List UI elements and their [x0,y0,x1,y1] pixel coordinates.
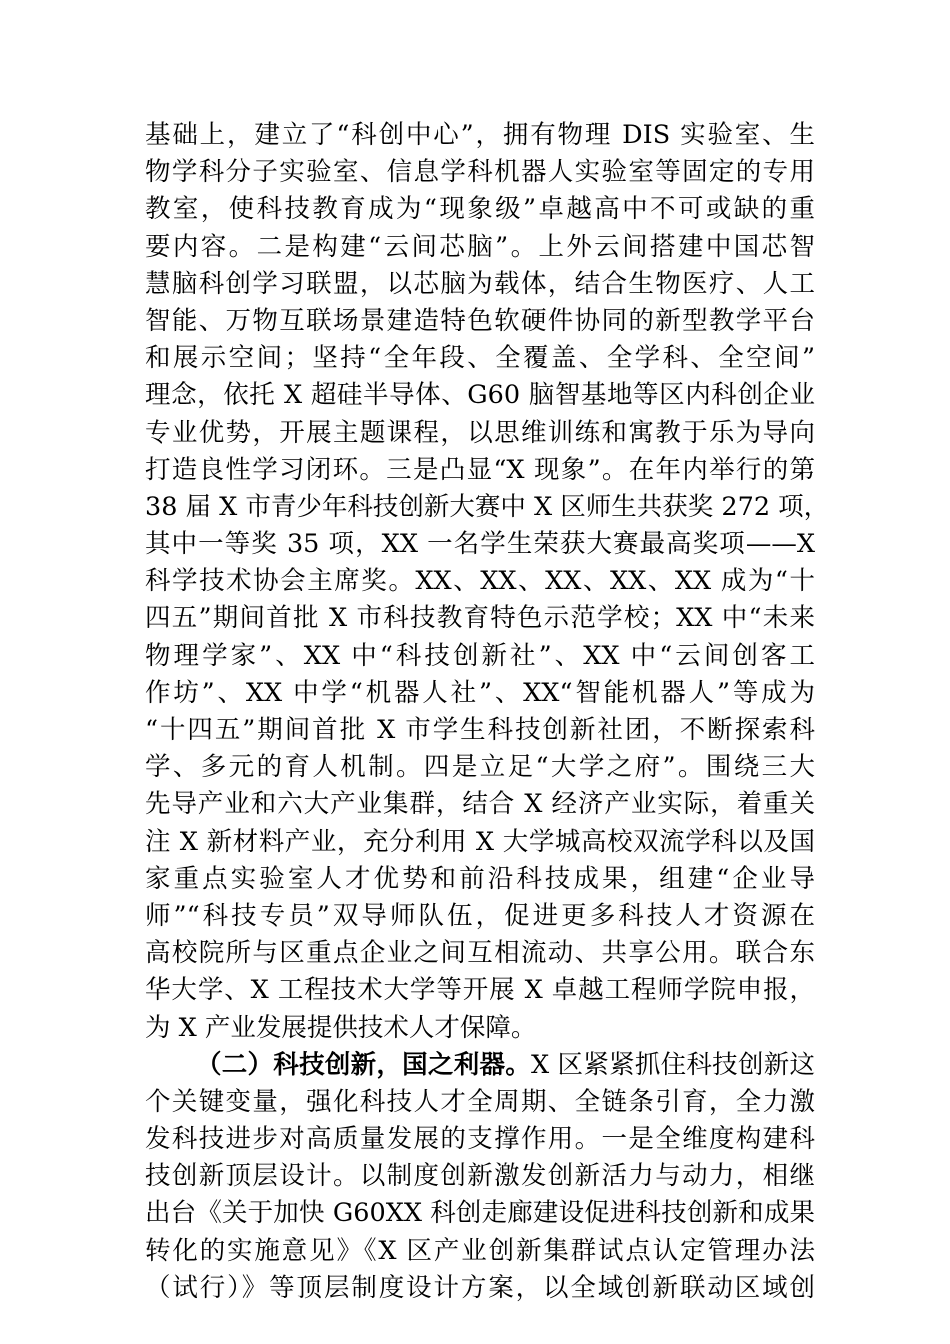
text-line: 个关键变量，强化科技人才全周期、全链条引育，全力激 [145,1086,815,1117]
text-line: 和展示空间；坚持“全年段、全覆盖、全学科、全空间” [145,343,815,374]
text-line: 发科技进步对高质量发展的支撑作用。一是全维度构建科 [145,1124,815,1155]
text-line: “十四五”期间首批 X 市学生科技创新社团，不断探索科 [145,715,815,745]
text-line: 师”“科技专员”双导师队伍，促进更多科技人才资源在 [145,900,815,931]
text-line: 高校院所与区重点企业之间互相流动、共享公用。联合东 [145,938,815,969]
text-line: 注 X 新材料产业，充分利用 X 大学城高校双流学科以及国 [145,826,815,857]
text-line: （试行）》等顶层制度设计方案，以全域创新联动区域创 [145,1272,815,1303]
text-line: 学、多元的育人机制。四是立足“大学之府”。围绕三大 [145,752,815,783]
text-line: 出台《关于加快 G60XX 科创走廊建设促进科技创新和成果 [145,1198,815,1229]
text-line: 四五”期间首批 X 市科技教育特色示范学校；XX 中“未来 [145,603,815,634]
text-line: 智能、万物互联场景建造特色软硬件协同的新型教学平台 [145,305,815,336]
text-line: 家重点实验室人才优势和前沿科技成果，组建“企业导 [145,863,815,894]
text-line: 华大学、X 工程技术大学等开展 X 卓越工程师学院申报， [145,975,815,1006]
paragraph-2 [145,1047,815,1307]
text-line: 其中一等奖 35 项，XX 一名学生荣获大赛最高奖项——X [145,529,815,560]
text-line: 先导产业和六大产业集群，结合 X 经济产业实际，着重关 [145,789,815,820]
text-line: 为 X 产业发展提供技术人才保障。 [145,1012,537,1043]
text-line: 教室，使科技教育成为“现象级”卓越高中不可或缺的重 [145,194,815,225]
text-line: 科学技术协会主席奖。XX、XX、XX、XX、XX 成为“十 [145,566,815,597]
text-line: 要内容。二是构建“云间芯脑”。上外云间搭建中国芯智 [145,231,815,262]
text-line: 作坊”、XX 中学“机器人社”、XX“智能机器人”等成为 [145,677,815,708]
text-line: 慧脑科创学习联盟，以芯脑为载体，结合生物医疗、人工 [145,268,815,299]
text-line: 技创新顶层设计。以制度创新激发创新活力与动力，相继 [145,1161,815,1192]
document-body [145,117,830,1307]
section-heading: （二）科技创新，国之利器。 [196,1049,532,1080]
text-span: X 区紧紧抓住科技创新这 [531,1049,815,1080]
text-line: 专业优势，开展主题课程，以思维训练和寓教于乐为导向 [145,417,815,448]
text-line: 物理学家”、XX 中“科技创新社”、XX 中“云间创客工 [145,640,815,671]
text-line: 打造良性学习闭环。三是凸显“X 现象”。在年内举行的第 [145,454,815,485]
text-line [145,1047,815,1084]
text-line: 转化的实施意见》《X 区产业创新集群试点认定管理办法 [145,1235,815,1266]
text-line: 物学科分子实验室、信息学科机器人实验室等固定的专用 [145,157,815,188]
text-line: 理念，依托 X 超硅半导体、G60 脑智基地等区内科创企业 [145,380,815,411]
text-line: 38 届 X 市青少年科技创新大赛中 X 区师生共获奖 272 项， [145,491,830,522]
text-line: 基础上，建立了“科创中心”，拥有物理 DIS 实验室、生 [145,120,815,150]
paragraph-1 [145,117,830,1047]
